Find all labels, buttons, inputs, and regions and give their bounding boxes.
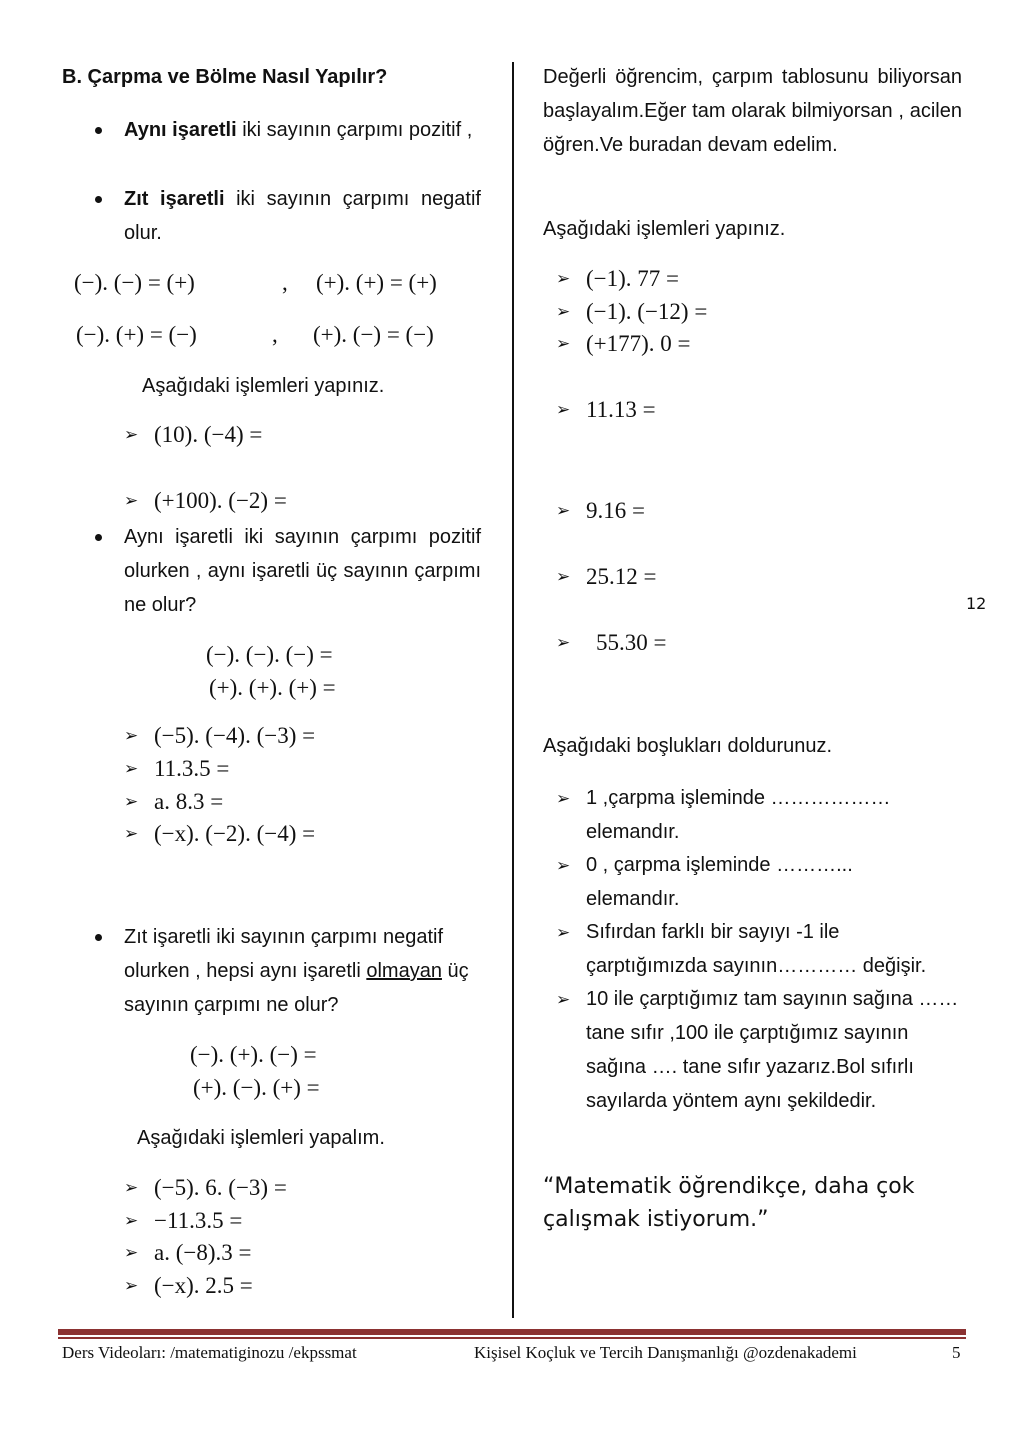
bullet-icon: [95, 534, 102, 541]
rule-opposite-sign: Zıt işaretli iki sayının çarpımı negatif olur.: [124, 188, 481, 244]
separator: ,: [282, 270, 288, 295]
sign-rule-math: (+). (+) = (+): [316, 270, 437, 295]
arrow-bullet-icon: ➢: [556, 302, 571, 322]
bullet-icon: [95, 196, 102, 203]
list-item: ➢ a. (−8).3 =: [124, 1240, 252, 1265]
list-item: ➢ (−x). 2.5 =: [124, 1273, 253, 1298]
arrow-bullet-icon: ➢: [556, 334, 571, 354]
sign-rule-math: (+). (−) = (−): [313, 322, 434, 347]
instruction: Aşağıdaki işlemleri yapınız.: [543, 218, 786, 240]
arrow-bullet-icon: ➢: [124, 1178, 139, 1198]
list-item: ➢ (10). (−4) =: [124, 422, 263, 447]
footer-rule: [58, 1329, 966, 1335]
arrow-bullet-icon: ➢: [556, 789, 571, 809]
list-item: ➢ 11.13 =: [556, 397, 656, 422]
list-item: ➢ (−x). (−2). (−4) =: [124, 821, 316, 846]
footer-center: Kişisel Koçluk ve Tercih Danışmanlığı @ozdenakademi: [474, 1343, 857, 1362]
formula: (−). (+). (−) =: [190, 1042, 317, 1067]
list-item: ➢ (−5). 6. (−3) =: [124, 1175, 287, 1200]
list-item: ➢ (−5). (−4). (−3) =: [124, 723, 316, 748]
arrow-bullet-icon: ➢: [124, 1243, 139, 1263]
bullet-icon: [95, 127, 102, 134]
arrow-bullet-icon: ➢: [556, 501, 571, 521]
formula: (+). (−). (+) =: [193, 1075, 320, 1100]
fill-item: Sıfırdan farklı bir sayıyı -1 ile çarptığımızda sayının………… değişir.: [586, 921, 927, 977]
arrow-bullet-icon: ➢: [556, 923, 571, 943]
list-item: ➢ −11.3.5 =: [124, 1208, 243, 1233]
question: Aynı işaretli iki sayının çarpımı pozitif olurken , aynı işaretli üç sayının çarpımı ne olur?: [124, 526, 481, 616]
formula: (−). (−). (−) =: [206, 642, 333, 667]
instruction: Aşağıdaki işlemleri yapalım.: [137, 1127, 385, 1149]
arrow-bullet-icon: ➢: [124, 425, 139, 445]
sign-rule-math: (−). (−) = (+): [74, 270, 195, 295]
footer-rule: [58, 1337, 966, 1339]
list-item: ➢ (+177). 0 =: [556, 331, 691, 356]
arrow-bullet-icon: ➢: [124, 824, 139, 844]
bullet-icon: [95, 934, 102, 941]
side-number: 12: [966, 594, 987, 613]
arrow-bullet-icon: ➢: [556, 856, 571, 876]
fill-item: 1 ,çarpma işleminde ……………… elemandır.: [586, 787, 891, 843]
list-item: ➢ (−1). (−12) =: [556, 299, 708, 324]
page-number: 5: [952, 1343, 961, 1362]
quote: “Matematik öğrendikçe, daha çok çalışmak istiyorum.”: [543, 1174, 915, 1232]
arrow-bullet-icon: ➢: [124, 491, 139, 511]
arrow-bullet-icon: ➢: [556, 633, 571, 653]
list-item: ➢ 25.12 =: [556, 564, 657, 589]
arrow-bullet-icon: ➢: [124, 1276, 139, 1296]
intro-paragraph: Değerli öğrencim, çarpım tablosunu biliyorsan başlayalım.Eğer tam olarak bilmiyorsan , acilen öğren.Ve buradan devam edelim.: [543, 66, 962, 156]
arrow-bullet-icon: ➢: [556, 990, 571, 1010]
list-item: ➢ (−1). 77 =: [556, 266, 680, 291]
list-item: ➢ 55.30 =: [556, 630, 667, 655]
arrow-bullet-icon: ➢: [124, 792, 139, 812]
list-item: ➢ a. 8.3 =: [124, 789, 224, 814]
arrow-bullet-icon: ➢: [124, 726, 139, 746]
formula: (+). (+). (+) =: [209, 675, 336, 700]
fill-item: 0 , çarpma işleminde ………... elemandır.: [586, 854, 853, 910]
list-item: ➢ 11.3.5 =: [124, 756, 230, 781]
question: Zıt işaretli iki sayının çarpımı negatif olurken , hepsi aynı işaretli olmayan üç sayının çarpımı ne olur?: [124, 926, 469, 1016]
section-heading: B. Çarpma ve Bölme Nasıl Yapılır?: [62, 66, 388, 88]
sign-rule-math: (−). (+) = (−): [76, 322, 197, 347]
column-divider: [512, 62, 514, 1318]
rule-same-sign: Aynı işaretli iki sayının çarpımı pozitif ,: [124, 119, 473, 141]
separator: ,: [272, 322, 278, 347]
arrow-bullet-icon: ➢: [556, 400, 571, 420]
arrow-bullet-icon: ➢: [556, 269, 571, 289]
fill-title: Aşağıdaki boşlukları doldurunuz.: [543, 735, 833, 757]
instruction: Aşağıdaki işlemleri yapınız.: [142, 375, 385, 397]
arrow-bullet-icon: ➢: [556, 567, 571, 587]
list-item: ➢ (+100). (−2) =: [124, 488, 287, 513]
arrow-bullet-icon: ➢: [124, 759, 139, 779]
arrow-bullet-icon: ➢: [124, 1211, 139, 1231]
fill-item: 10 ile çarptığımız tam sayının sağına …… tane sıfır ,100 ile çarptığımız sayının sağına …. tane sıfır yazarız.Bol sıfırlı sayılarda yöntem aynı şekildedir.: [586, 988, 959, 1112]
list-item: ➢ 9.16 =: [556, 498, 645, 523]
footer-left: Ders Videoları: /matematiginozu /ekpssmat: [62, 1343, 357, 1362]
